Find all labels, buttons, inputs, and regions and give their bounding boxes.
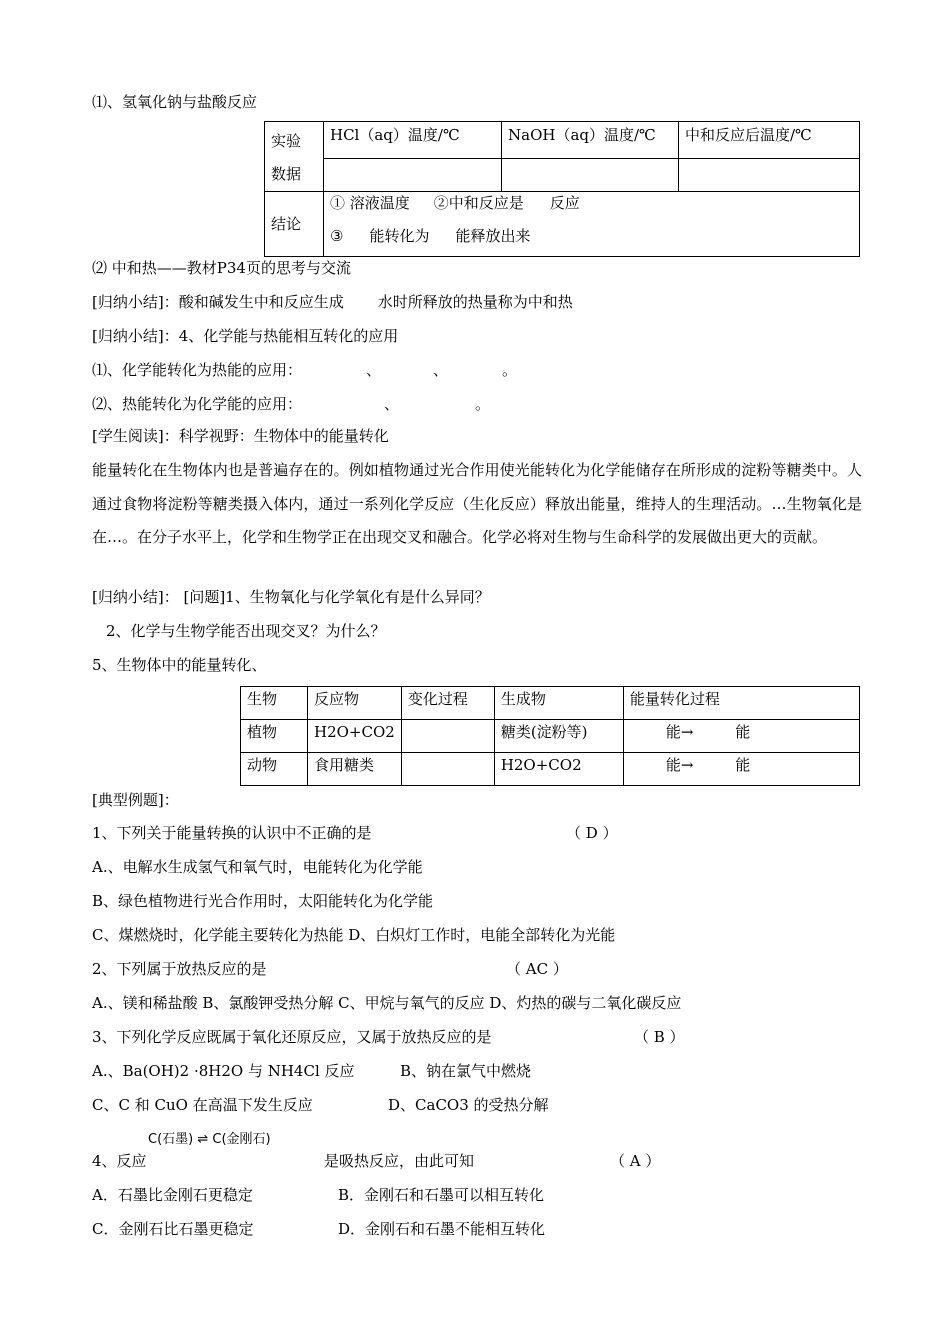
q3-option-d: D、CaCO3 的受热分解 [388,1096,549,1114]
q3-answer: （ B ） [634,1028,685,1046]
table-row [241,753,860,786]
q4-option-d: D．金刚石和石墨不能相互转化 [338,1220,546,1238]
row-label-conclusion: 结论 [265,192,324,257]
q3-option-b: B、钠在氯气中燃烧 [400,1062,532,1080]
conclusion-1b: ②中和反应是 [433,194,524,212]
app2-a: ⑵、热能转化为化学能的应用： [92,395,303,413]
app1-c: 、 [433,361,449,379]
q1-answer: （ D ） [566,824,618,842]
q2-answer: （ AC ） [506,960,568,978]
q2-stem: 2、下列属于放热反应的是 [92,960,267,978]
q1-option-b: B、绿色植物进行光合作用时，太阳能转化为化学能 [92,892,434,910]
q1-option-cd: C、煤燃烧时，化学能主要转化为热能 D、白炽灯工作时，电能全部转化为光能 [92,926,616,944]
conclusion-cell [324,192,860,257]
energy-to: 能 [735,756,751,774]
cell-product: 糖类(淀粉等) [494,720,623,753]
cell-organism: 植物 [241,720,308,753]
energy-from: 能→ [665,723,694,741]
q2-options: A.、镁和稀盐酸 B、氯酸钾受热分解 C、甲烷与氧气的反应 D、灼热的碳与二氧化碳反应 [92,994,682,1012]
row-label-data-line2: 数据 [271,165,302,183]
q3-option-c: C、C 和 CuO 在高温下发生反应 [92,1096,313,1114]
q1-option-a: A.、电解水生成氢气和氧气时，电能转化为化学能 [92,858,423,876]
reaction-equation: C(石墨) ⇌ C(金刚石) [148,1132,271,1147]
summary-applications: [归纳小结]：4、化学能与热能相互转化的应用 [92,327,399,345]
q4-option-a: A．石墨比金刚石更稳定 [92,1186,253,1204]
energy-to: 能 [735,723,751,741]
col-after-temp: 中和反应后温度/℃ [679,122,860,159]
col-hcl-temp: HCl（aq）温度/℃ [324,122,502,159]
conclusion-2a: ③ [330,227,344,245]
cell-process[interactable] [401,753,494,786]
cell-naoh-temp-value[interactable] [502,158,679,191]
application-heat-to-chem [92,394,490,414]
examples-title: [典型例题]： [92,791,179,809]
section-title-energy-in-organisms: 5、生物体中的能量转化、 [92,656,267,674]
reading-title: [学生阅读]：科学视野：生物体中的能量转化 [92,427,389,445]
cell-energy [623,753,859,786]
question-chem-bio: 2、化学与生物学能否出现交叉？为什么？ [106,622,386,640]
experiment-table [264,121,860,257]
header-product: 生成物 [494,687,623,720]
cell-after-temp-value[interactable] [679,158,860,191]
conclusion-1a: ① 溶液温度 [330,194,410,212]
table-row [241,720,860,753]
summary-neutralization-a: [归纳小结]：酸和碱发生中和反应生成 [92,293,344,311]
summary-neutralization [92,292,573,312]
section-title-neutralization-heat: ⑵ 中和热——教材P34页的思考与交流 [92,259,351,277]
q4-stem-a: 4、反应 [92,1152,147,1170]
row-label-data-line1: 实验 [271,132,302,150]
conclusion-2c: 能释放出来 [455,227,531,245]
app1-b: 、 [366,361,382,379]
conclusion-1c: 反应 [549,194,580,212]
cell-reactant: 食用糖类 [308,753,402,786]
app2-c: 。 [475,395,491,413]
cell-process[interactable] [401,720,494,753]
row-label-data [265,122,324,192]
q4-stem-b: 是吸热反应，由此可知 [324,1152,475,1170]
cell-product: H2O+CO2 [494,753,623,786]
energy-conversion-table [240,686,860,786]
q4-answer: （ A ） [610,1152,661,1170]
application-chem-to-heat [92,360,517,380]
section-title-naoh-hcl: ⑴、氢氧化钠与盐酸反应 [92,93,258,111]
cell-organism: 动物 [241,753,308,786]
app1-d: 。 [502,361,518,379]
app2-b: 、 [384,395,400,413]
header-reactant: 反应物 [308,687,402,720]
cell-reactant: H2O+CO2 [308,720,402,753]
conclusion-line2 [330,225,853,247]
reading-body: 能量转化在生物体内也是普遍存在的。例如植物通过光合作用使光能转化为化学能储存在所形成的淀粉等糖类中。人通过食物将淀粉等糖类摄入体内，通过一系列化学反应（生化反应）释放出能量，维持人的生理活动。…生物氧化是在…。在分子水平上，化学和生物学正在出现交叉和融合。化学必将对生物与生命科学的发展做出更大的贡献。 [92,461,862,546]
energy-from: 能→ [665,756,694,774]
conclusion-line1 [330,192,853,214]
col-naoh-temp: NaOH（aq）温度/℃ [502,122,679,159]
header-energy: 能量转化过程 [623,687,859,720]
q1-stem: 1、下列关于能量转换的认识中不正确的是 [92,824,372,842]
question-bio-oxidation: [归纳小结]： [问题]1、生物氧化与化学氧化有是什么异同？ [92,588,490,606]
q3-stem: 3、下列化学反应既属于氧化还原反应，又属于放热反应的是 [92,1028,492,1046]
q4-option-c: C．金刚石比石墨更稳定 [92,1220,254,1238]
summary-neutralization-b: 水时所释放的热量称为中和热 [377,293,573,311]
cell-energy [623,720,859,753]
header-organism: 生物 [241,687,308,720]
q3-option-a: A.、Ba(OH)2 ·8H2O 与 NH4Cl 反应 [92,1062,355,1080]
app1-a: ⑴、化学能转化为热能的应用： [92,361,303,379]
q4-option-b: B．金刚石和石墨可以相互转化 [338,1186,545,1204]
cell-hcl-temp-value[interactable] [324,158,502,191]
conclusion-2b: 能转化为 [369,227,430,245]
header-process: 变化过程 [401,687,494,720]
